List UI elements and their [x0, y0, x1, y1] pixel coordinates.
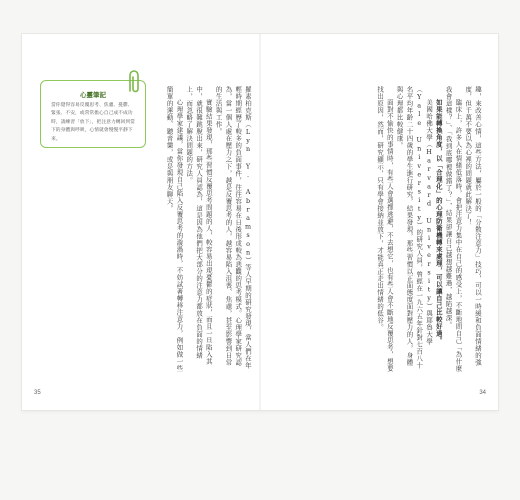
paragraph: 心理學家建議，當你發現自己陷入反覆思考的漩渦時，不妨試著轉移注意力，例如做一些簡單的運動、聽音樂，或是與朋友聊天。 [165, 86, 184, 372]
mind-note-box [40, 80, 146, 148]
note-title: 心靈筆記 [80, 91, 106, 99]
book-spread [22, 34, 498, 410]
paragraph: 美國哈佛大學（Harvard University）與耶魯大學（Yale University）的研究人員，曾經在一九六五年針對七百八十名平均年齡二十四歲的學生進行研究，結果發現，那些習慣以正面態度面對壓力的人，身體與心理都比較健康。 [395, 86, 434, 369]
paragraph: 羅素柏克斯（Lyn Y. Abramson）等人早期的研究發現，當人們在年輕時期經歷了較多的負面事件，往往容易在日後形成較為悲觀的思考模式。心理學家研究認為，當一個人處在壓力之下，越是反覆思考的人，越容易陷入沮喪、焦慮，甚至影響到日常的生活與工作。 [214, 86, 252, 369]
paragraph: 實驗結果發現，那些習慣反覆思考問題的人，較容易出現憂鬱的症狀，而且一旦陷入其中，就很難跳脫出來，研究人員認為，這是因為他們把大部分的注意力都放在負面的情緒上，而忽略了解決問題的方法。 [185, 86, 213, 365]
right-page-text [300, 86, 482, 372]
bold-paragraph: 如果能轉換角度，以「合理化」的心理防衛機轉來處理，可以讓自己比較好過。 [434, 98, 443, 344]
page-number: 34 [479, 390, 486, 396]
note-body: 當你覺得容易反覆思考、焦慮、憂鬱、緊張、不安，或常常擔心自己成不成功時，請練習「放下」，把注意力轉回到當下的身體與呼吸，心情就會慢慢平靜下來。 [51, 103, 135, 142]
paragraph: 臨床上，許多人在情緒低落時，會把注意力集中在自己的感受上，不斷地問自己「為什麼我會這樣？」、「我到底哪裡做錯了？」，結果卻讓自己越想越難過，越陷越深。 [444, 86, 463, 372]
page-number: 35 [34, 390, 41, 396]
paragraph: 面對不愉快的事情時，有些人會選擇逃避，不去想它，也有些人會不斷地反覆思考，想要找出原因，然而，研究顯示，只有學會接納並放下，才能真正走出情緒的低谷。 [376, 86, 394, 372]
paragraph: 趣，來改善心情，這些方法，屬於一般的「分散注意力」技巧，可以一時緩和負面情緒的強度，但千萬不要以為心裡的問題就此解決了！ [464, 86, 482, 366]
right-page [260, 34, 498, 410]
left-page-text [152, 86, 252, 372]
left-page [22, 34, 260, 410]
